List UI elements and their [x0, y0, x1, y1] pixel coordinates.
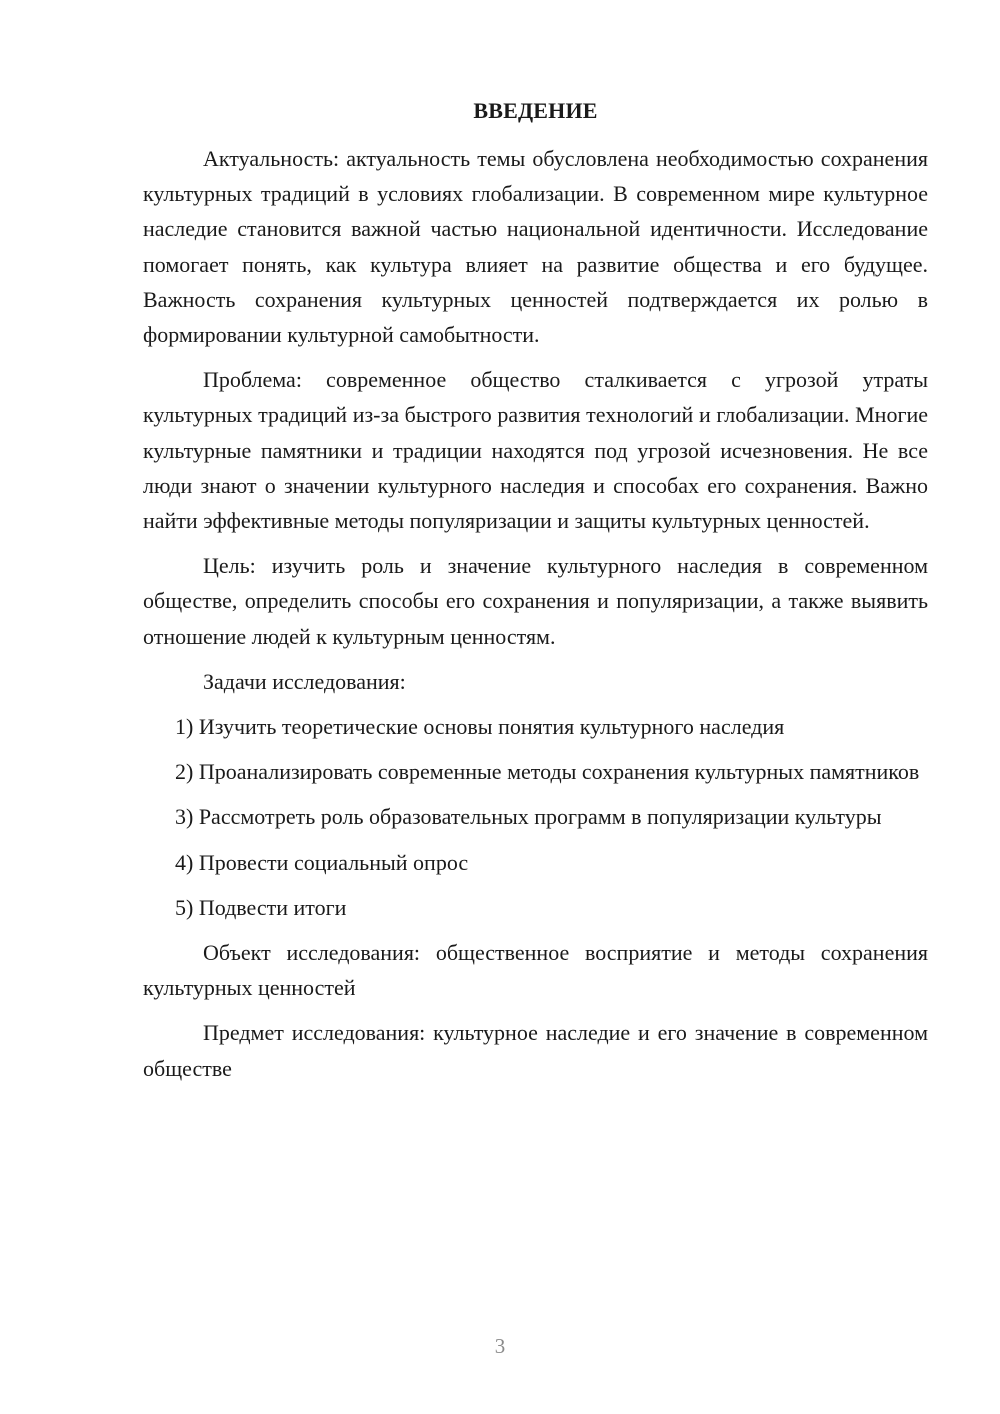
section-title: ВВЕДЕНИЕ [473, 98, 598, 123]
task-item: 5) Подвести итоги [175, 894, 347, 920]
task-item: 4) Провести социальный опрос [175, 849, 469, 875]
task-item: 2) Проанализировать современные методы сохранения культурных памятников [175, 759, 920, 785]
paragraph-subject: Предмет исследования: культурное наследие и его значение в современном обществе [143, 1020, 928, 1081]
paragraph-problem: Проблема: современное общество сталкивается с угрозой утраты культурных традиций из-за быстрого развития технологий и глобализации. Многие культурные памятники и традиции находятся под угрозой исчезновения. Не все люди знают о значении культурного наследия и способах его сохранения. Важно найти эффективные методы популяризации и защиты культурных ценностей. [143, 367, 928, 534]
paragraph-goal: Цель: изучить роль и значение культурного наследия в современном обществе, определить способы его сохранения и популяризации, а также выявить отношение людей к культурным ценностям. [143, 553, 928, 649]
task-item: 3) Рассмотреть роль образовательных программ в популяризации культуры [175, 804, 882, 830]
tasks-list [143, 709, 928, 925]
task-item: 1) Изучить теоретические основы понятия культурного наследия [175, 714, 785, 740]
tasks-heading: Задачи исследования: [203, 668, 406, 694]
paragraph-object: Объект исследования: общественное восприятие и методы сохранения культурных ценностей [143, 940, 928, 1001]
paragraph-relevance: Актуальность: актуальность темы обусловлена необходимостью сохранения культурных традиций в условиях глобализации. В современном мире культурное наследие становится важной частью национальной идентичности. Исследование помогает понять, как культура влияет на развитие общества и его будущее. Важность сохранения культурных ценностей подтверждается их ролью в формировании культурной самобытности. [143, 146, 928, 348]
document-body [143, 141, 928, 1096]
page-number: 3 [494, 1334, 506, 1358]
